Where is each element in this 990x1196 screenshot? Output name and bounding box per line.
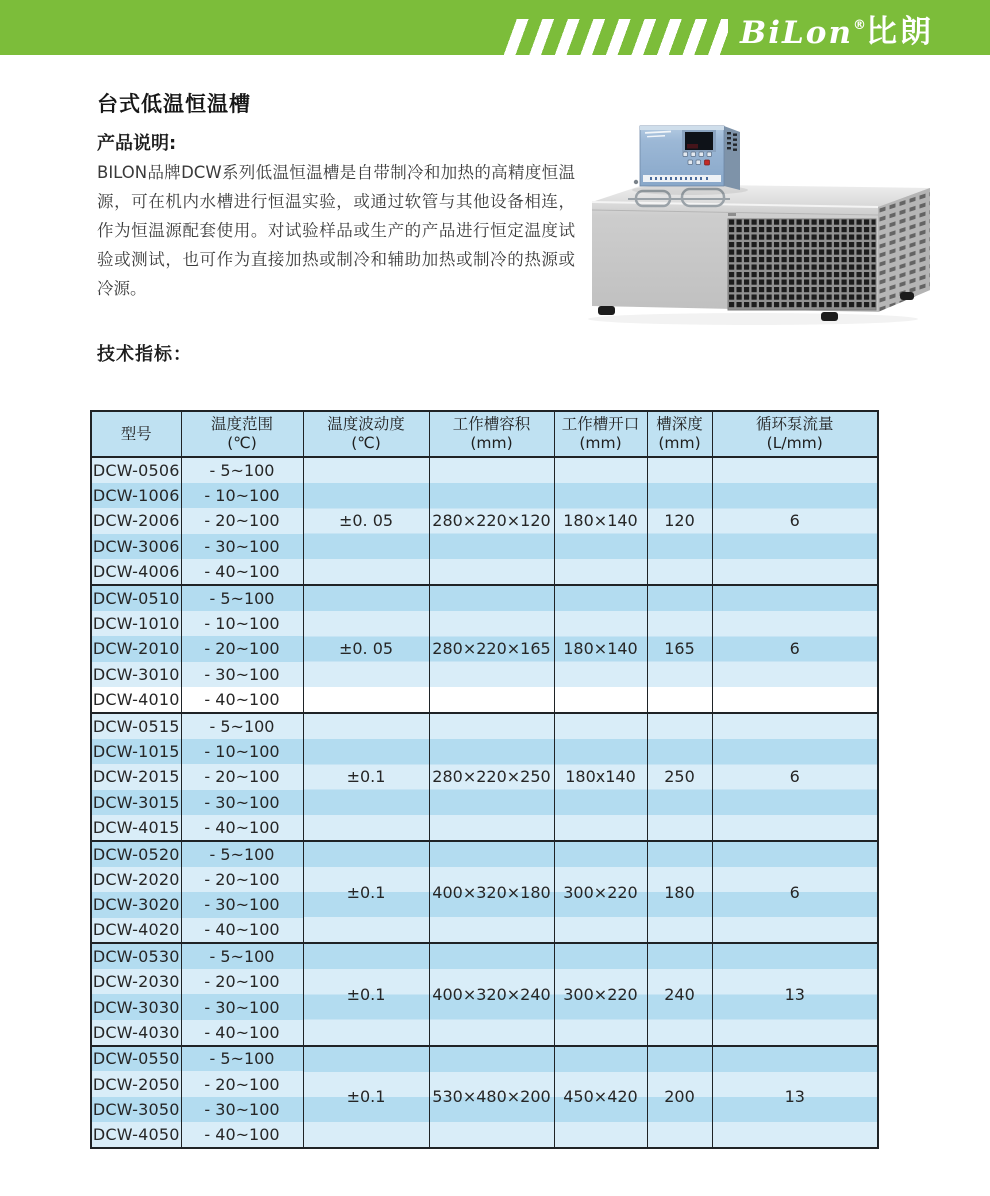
spec-table-body xyxy=(91,457,878,1148)
col-header-fluctuation: 温度波动度 (℃) xyxy=(303,411,429,457)
volume-cell: 530×480×200 xyxy=(429,1046,554,1148)
temp-range-cell: - 20~100 xyxy=(181,867,303,893)
temp-range-cell: - 20~100 xyxy=(181,636,303,662)
model-cell: DCW-1015 xyxy=(91,739,181,765)
spec-row xyxy=(91,841,878,867)
fluctuation-cell: ±0. 05 xyxy=(303,457,429,585)
model-cell: DCW-2010 xyxy=(91,636,181,662)
temp-range-cell: - 40~100 xyxy=(181,559,303,585)
model-cell: DCW-0515 xyxy=(91,713,181,739)
col-header-temp-range: 温度范围 (℃) xyxy=(181,411,303,457)
temp-range-cell: - 20~100 xyxy=(181,1071,303,1097)
temp-range-cell: - 10~100 xyxy=(181,739,303,765)
depth-cell: 240 xyxy=(647,943,712,1045)
volume-cell: 280×220×165 xyxy=(429,585,554,713)
depth-cell: 250 xyxy=(647,713,712,841)
temp-range-cell: - 40~100 xyxy=(181,687,303,713)
temp-range-cell: - 40~100 xyxy=(181,918,303,944)
model-cell: DCW-3015 xyxy=(91,790,181,816)
panel-hinge-screw xyxy=(634,180,638,184)
registered-trademark-icon: ® xyxy=(853,18,866,33)
model-cell: DCW-1010 xyxy=(91,611,181,637)
volume-cell: 400×320×180 xyxy=(429,841,554,943)
temp-range-cell: - 40~100 xyxy=(181,815,303,841)
temp-range-cell: - 5~100 xyxy=(181,713,303,739)
temp-range-cell: - 30~100 xyxy=(181,662,303,688)
opening-cell: 300×220 xyxy=(554,943,647,1045)
specs-label: 技术指标： xyxy=(97,344,192,365)
brand-logo-script: BiLon xyxy=(740,15,853,51)
spec-row xyxy=(91,943,878,969)
model-cell: DCW-0530 xyxy=(91,943,181,969)
temp-range-cell: - 10~100 xyxy=(181,611,303,637)
volume-cell: 280×220×250 xyxy=(429,713,554,841)
model-cell: DCW-4015 xyxy=(91,815,181,841)
power-button xyxy=(705,160,710,165)
model-cell: DCW-2050 xyxy=(91,1071,181,1097)
brand-logo xyxy=(730,4,940,64)
depth-cell: 165 xyxy=(647,585,712,713)
model-cell: DCW-3050 xyxy=(91,1097,181,1123)
model-cell: DCW-4030 xyxy=(91,1020,181,1046)
temp-range-cell: - 5~100 xyxy=(181,585,303,611)
model-cell: DCW-4010 xyxy=(91,687,181,713)
model-cell: DCW-2020 xyxy=(91,867,181,893)
product-photo xyxy=(578,106,978,336)
temp-range-cell: - 5~100 xyxy=(181,943,303,969)
opening-cell: 450×420 xyxy=(554,1046,647,1148)
col-header-opening: 工作槽开口 (mm) xyxy=(554,411,647,457)
temp-range-cell: - 10~100 xyxy=(181,483,303,509)
spec-row xyxy=(91,585,878,611)
page-title: 台式低温恒温槽 xyxy=(97,92,251,116)
model-cell: DCW-0510 xyxy=(91,585,181,611)
model-cell: DCW-1006 xyxy=(91,483,181,509)
spec-row xyxy=(91,457,878,483)
depth-cell: 120 xyxy=(647,457,712,585)
model-cell: DCW-4006 xyxy=(91,559,181,585)
opening-cell: 180×140 xyxy=(554,585,647,713)
temp-range-cell: - 30~100 xyxy=(181,790,303,816)
control-panel-side xyxy=(724,126,740,190)
col-header-depth: 槽深度 (mm) xyxy=(647,411,712,457)
spec-table xyxy=(90,410,879,1149)
brand-banner xyxy=(0,0,990,55)
temp-range-cell: - 40~100 xyxy=(181,1122,303,1148)
spec-row xyxy=(91,713,878,739)
model-cell: DCW-3020 xyxy=(91,892,181,918)
spec-row xyxy=(91,1046,878,1072)
fluctuation-cell: ±0.1 xyxy=(303,1046,429,1148)
opening-cell: 180×140 xyxy=(554,457,647,585)
temp-range-cell: - 30~100 xyxy=(181,994,303,1020)
model-cell: DCW-4050 xyxy=(91,1122,181,1148)
opening-cell: 300×220 xyxy=(554,841,647,943)
device-shadow xyxy=(588,313,918,325)
temp-range-cell: - 40~100 xyxy=(181,1020,303,1046)
model-cell: DCW-2006 xyxy=(91,508,181,534)
flow-cell: 13 xyxy=(712,943,878,1045)
cooling-grille xyxy=(728,219,876,310)
col-header-model: 型号 xyxy=(91,411,181,457)
model-cell: DCW-3006 xyxy=(91,534,181,560)
opening-cell: 180x140 xyxy=(554,713,647,841)
device-body xyxy=(592,184,930,312)
model-cell: DCW-2030 xyxy=(91,969,181,995)
model-cell: DCW-0520 xyxy=(91,841,181,867)
temp-range-cell: - 5~100 xyxy=(181,841,303,867)
model-cell: DCW-4020 xyxy=(91,918,181,944)
fluctuation-cell: ±0.1 xyxy=(303,713,429,841)
product-description: BILON品牌DCW系列低温恒温槽是自带制冷和加热的高精度恒温源，可在机内水槽进行恒温实验，或通过软管与其他设备相连，作为恒温源配套使用。对试验样品或生产的产品进行恒定温度试验或测试，也可作为直接加热或制冷和辅助加热或制冷的热源或冷源。 xyxy=(97,163,575,298)
fluctuation-cell: ±0.1 xyxy=(303,943,429,1045)
model-cell: DCW-3010 xyxy=(91,662,181,688)
volume-cell: 280×220×120 xyxy=(429,457,554,585)
temp-range-cell: - 5~100 xyxy=(181,457,303,483)
temp-range-cell: - 20~100 xyxy=(181,969,303,995)
model-cell: DCW-3030 xyxy=(91,994,181,1020)
diagonal-stripes-decoration xyxy=(503,19,728,55)
flow-cell: 6 xyxy=(712,841,878,943)
flow-cell: 6 xyxy=(712,713,878,841)
temp-range-cell: - 20~100 xyxy=(181,508,303,534)
flow-cell: 6 xyxy=(712,585,878,713)
control-panel xyxy=(632,126,748,195)
model-cell: DCW-2015 xyxy=(91,764,181,790)
flow-cell: 6 xyxy=(712,457,878,585)
model-cell: DCW-0506 xyxy=(91,457,181,483)
col-header-volume: 工作槽容积 (mm) xyxy=(429,411,554,457)
volume-cell: 400×320×240 xyxy=(429,943,554,1045)
depth-cell: 180 xyxy=(647,841,712,943)
temp-range-cell: - 30~100 xyxy=(181,892,303,918)
fluctuation-cell: ±0. 05 xyxy=(303,585,429,713)
fluctuation-cell: ±0.1 xyxy=(303,841,429,943)
col-header-pump-flow: 循环泵流量 (L/mm) xyxy=(712,411,878,457)
model-cell: DCW-0550 xyxy=(91,1046,181,1072)
temp-range-cell: - 30~100 xyxy=(181,1097,303,1123)
flow-cell: 13 xyxy=(712,1046,878,1148)
brand-logo-chinese: 比朗 xyxy=(866,14,934,50)
temp-range-cell: - 5~100 xyxy=(181,1046,303,1072)
depth-cell: 200 xyxy=(647,1046,712,1148)
spec-table-header xyxy=(91,411,878,457)
temp-range-cell: - 30~100 xyxy=(181,534,303,560)
temp-range-cell: - 20~100 xyxy=(181,764,303,790)
product-description-label: 产品说明: xyxy=(97,133,177,154)
